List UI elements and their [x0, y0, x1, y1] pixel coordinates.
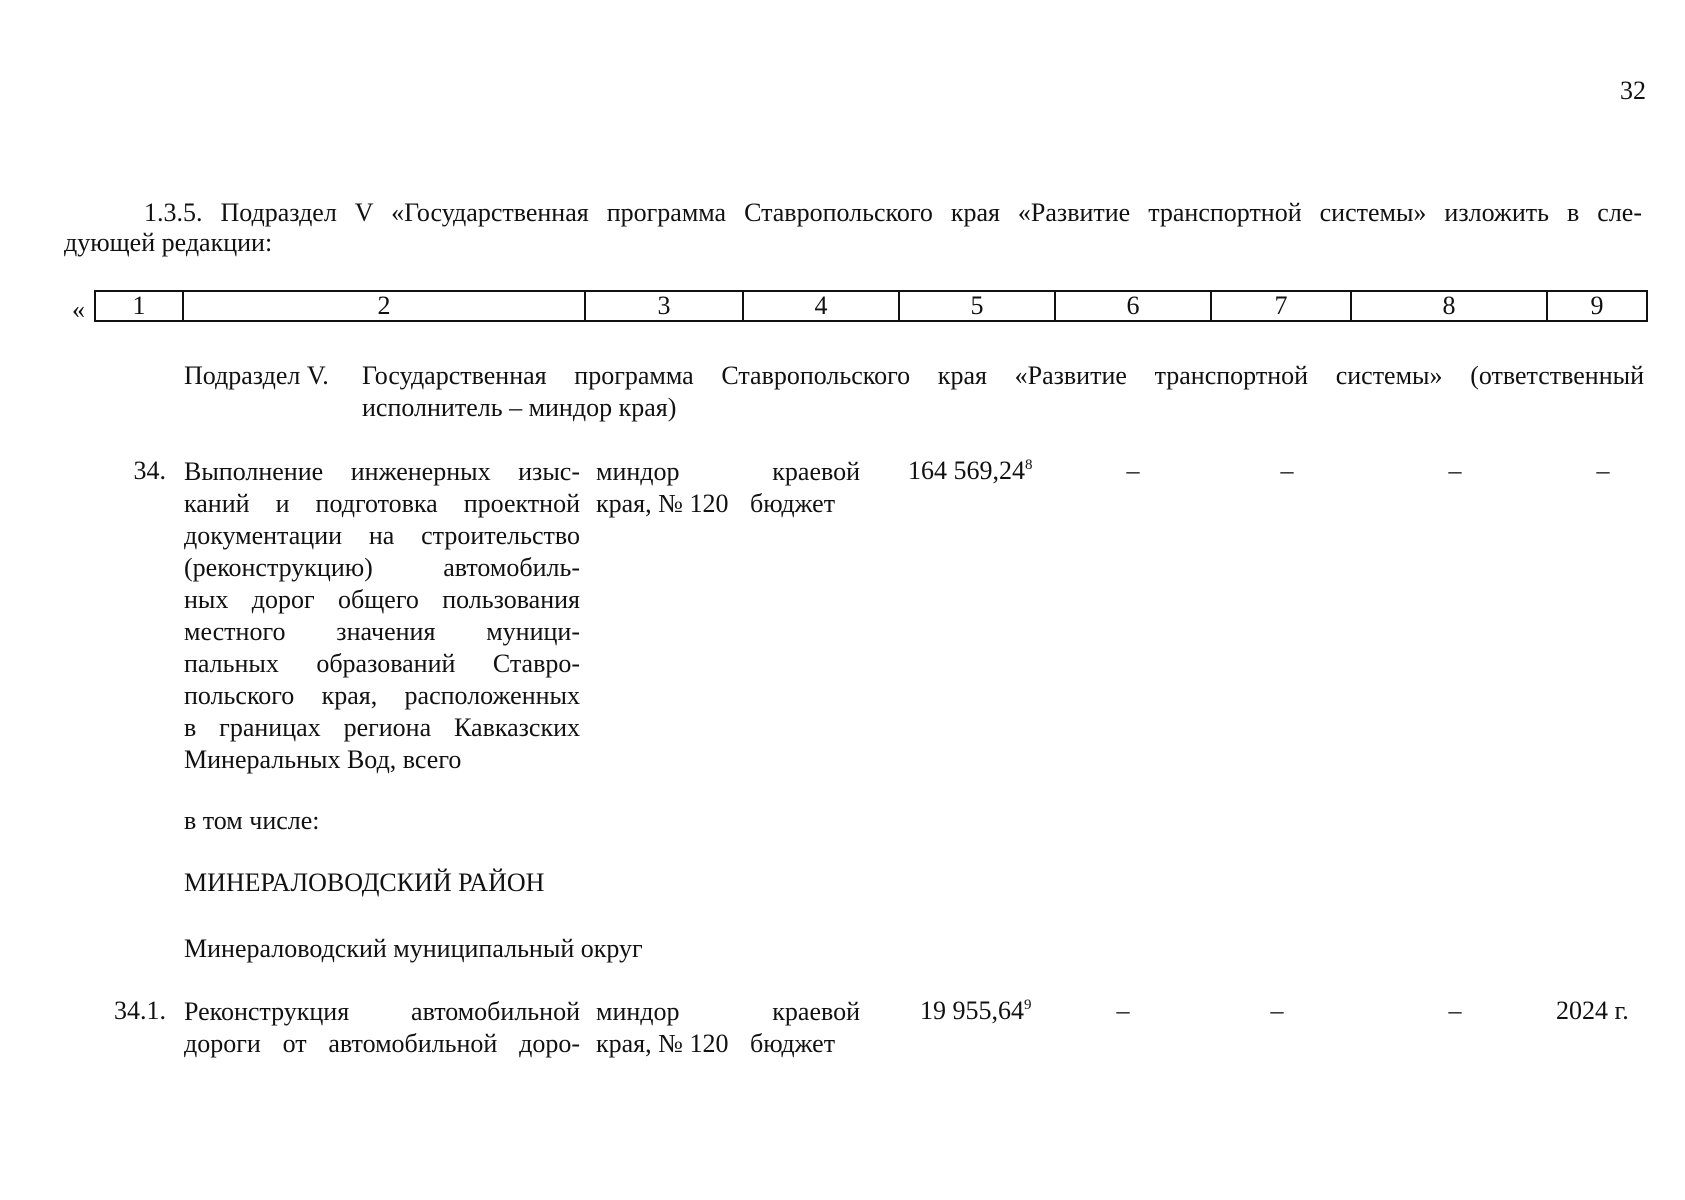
row-col7: –: [1270, 996, 1284, 1025]
row-col6: –: [1126, 456, 1140, 485]
column-number-6: 6: [1055, 291, 1211, 321]
row-funding-source: [750, 456, 860, 520]
row-description-line: местного значения муници-: [184, 617, 580, 646]
open-quote: «: [72, 295, 85, 324]
row-executor-line: миндор: [596, 997, 680, 1026]
row-description-line: в границах региона Кавказских: [184, 713, 580, 742]
row-executor: [596, 456, 741, 520]
row-amount-value: 19 955,64: [920, 996, 1024, 1025]
row-description-line: Выполнение инженерных изыс-: [184, 457, 580, 486]
row-description-line: каний и подготовка проектной: [184, 489, 580, 518]
row-description-line: Минеральных Вод, всего: [184, 745, 462, 774]
row-amount: [920, 996, 1032, 1026]
row-description: [184, 456, 580, 776]
row-description-line: польского края, расположенных: [184, 681, 580, 710]
row-col8: –: [1448, 996, 1462, 1025]
row-description-line: ных дорог общего пользования: [184, 585, 580, 614]
row-description: [184, 996, 580, 1060]
row-description-line: документации на строительство: [184, 521, 580, 550]
column-number-header: [94, 290, 1648, 322]
column-number-5: 5: [899, 291, 1055, 321]
municipality-heading: Минераловодский муниципальный округ: [184, 934, 643, 963]
column-number-1: 1: [95, 291, 183, 321]
row-funding-source-line: бюджет: [750, 1029, 836, 1058]
row-number: 34.1.: [114, 996, 166, 1025]
row-executor-line: края, № 120: [596, 489, 729, 518]
row-col9: –: [1596, 456, 1610, 485]
column-number-8: 8: [1351, 291, 1547, 321]
column-number-4: 4: [743, 291, 899, 321]
subsection-label: Подраздел V.: [184, 361, 329, 390]
column-number-7: 7: [1211, 291, 1351, 321]
row-funding-source-line: краевой: [772, 457, 860, 486]
including-label: в том числе:: [184, 806, 320, 835]
intro-line-2: дующей редакции:: [64, 228, 273, 257]
row-description-line: дороги от автомобильной доро-: [184, 1029, 580, 1058]
row-funding-source: [750, 996, 860, 1060]
district-heading: МИНЕРАЛОВОДСКИЙ РАЙОН: [184, 868, 545, 897]
row-col7: –: [1280, 456, 1294, 485]
row-description-line: (реконструкцию) автомобиль-: [184, 553, 580, 582]
row-funding-source-line: бюджет: [750, 489, 836, 518]
intro-paragraph: [64, 198, 1642, 258]
row-amount-value: 164 569,24: [908, 456, 1025, 485]
subsection-title-line-2: исполнитель – миндор края): [362, 393, 677, 422]
subsection-title: [362, 360, 1644, 424]
row-executor-line: края, № 120: [596, 1029, 729, 1058]
intro-line-1: 1.3.5. Подраздел V «Государственная программа Ставропольского края «Развитие транспортной системы» изложить в сле-: [144, 198, 1642, 227]
row-number: 34.: [133, 456, 166, 485]
subsection-title-line-1: Государственная программа Ставропольского края «Развитие транспортной системы» (ответственный: [362, 361, 1644, 390]
row-description-line: Реконструкция автомобильной: [184, 997, 580, 1026]
column-number-9: 9: [1547, 291, 1647, 321]
row-col6: –: [1116, 996, 1130, 1025]
row-description-line: пальных образований Ставро-: [184, 649, 580, 678]
column-number-2: 2: [183, 291, 585, 321]
row-amount: [908, 456, 1033, 486]
page-number: 32: [1620, 76, 1646, 105]
row-executor: [596, 996, 741, 1060]
row-col9: 2024 г.: [1556, 996, 1629, 1025]
row-executor-line: миндор: [596, 457, 680, 486]
row-col8: –: [1448, 456, 1462, 485]
footnote-marker: 8: [1025, 457, 1033, 473]
column-number-3: 3: [585, 291, 743, 321]
row-funding-source-line: краевой: [772, 997, 860, 1026]
footnote-marker: 9: [1024, 997, 1032, 1013]
